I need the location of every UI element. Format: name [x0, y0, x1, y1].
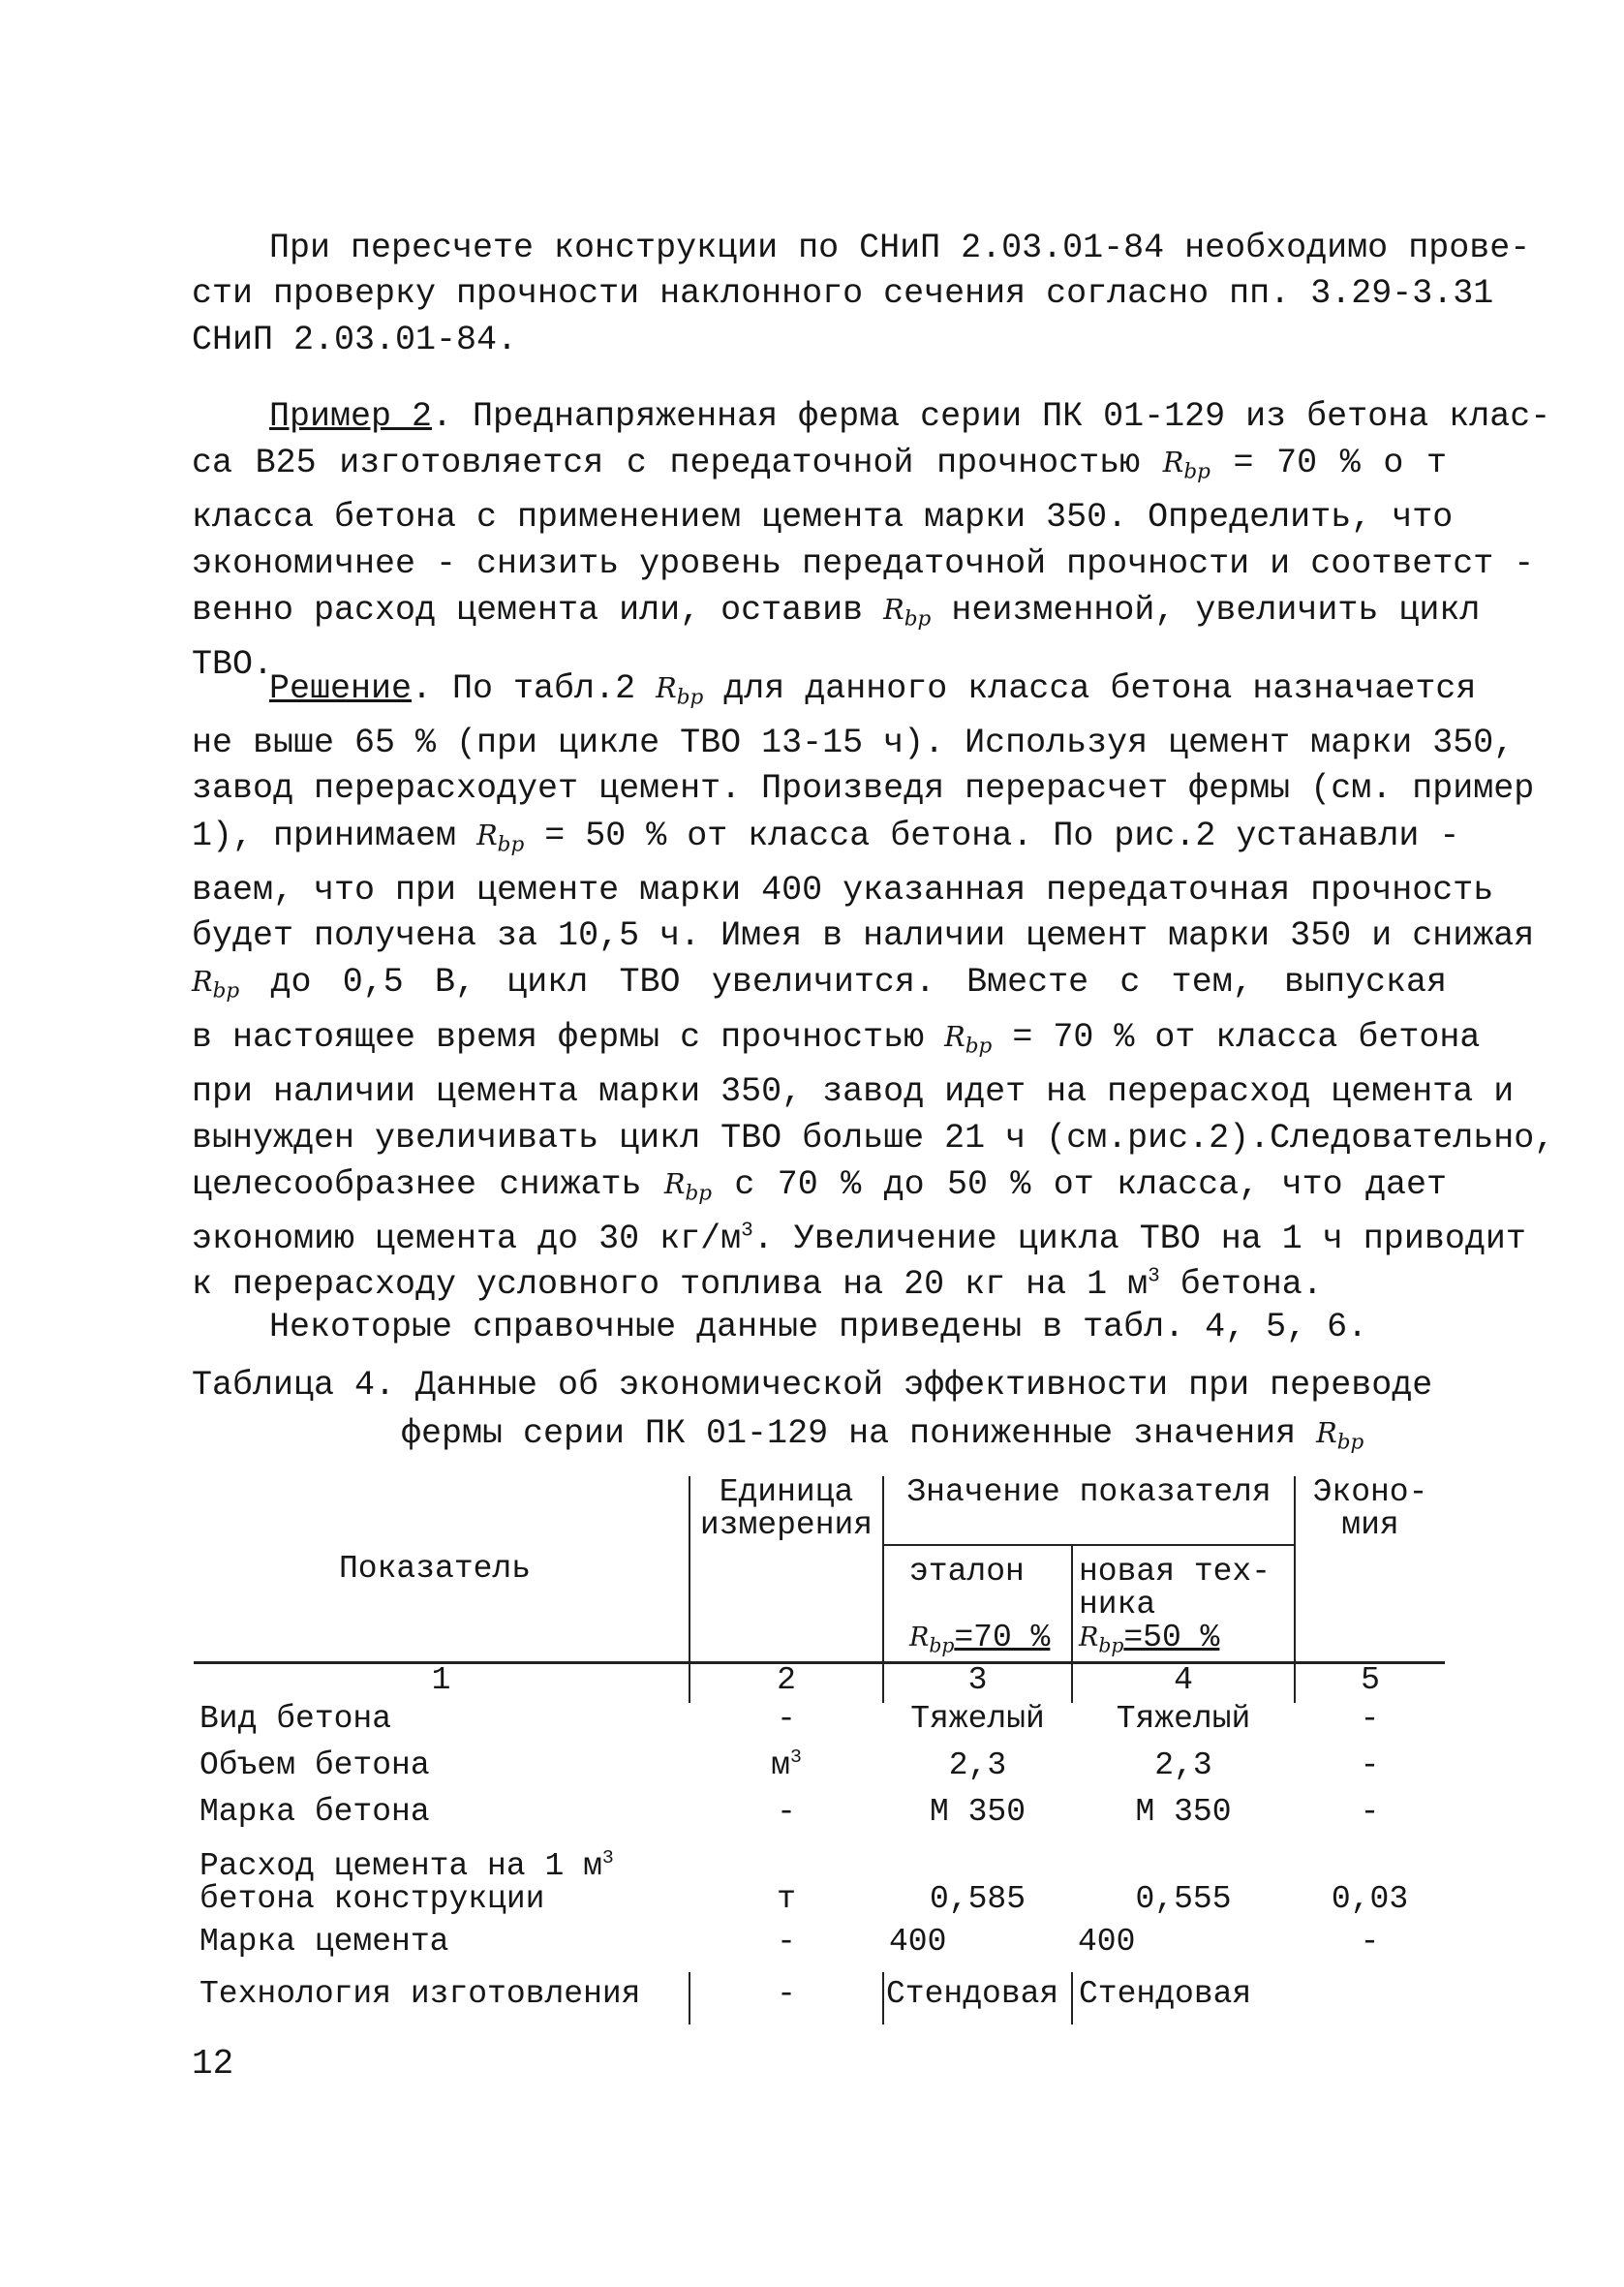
header-value: Значение показателя [883, 1476, 1295, 1545]
text-line: Решение. По табл.2 $R_{bp}$ для данного класса бетона назначается [269, 669, 1477, 710]
text-line: экономичнее - снизить уровень передаточной прочности и соответст - [192, 543, 1535, 583]
text-line: завод перерасходует цемент. Произведя перерасчет фермы (см. пример [192, 769, 1535, 809]
text-line: не выше 65 % (при цикле ТВО 13-15 ч). Используя цемент марки 350, [192, 724, 1515, 763]
table-row: Вид бетона - Тяжелый Тяжелый - [199, 1701, 1380, 1738]
column-number: 1 [431, 1662, 451, 1699]
text-line: к перерасходу условного топлива на 20 кг на 1 $м^3$ бетона. [192, 1265, 1323, 1305]
text-line: Пример 2. Преднапряженная ферма серии ПК 01-129 из бетона клас- [269, 397, 1551, 436]
economic-efficiency-table [194, 1476, 1445, 2024]
table-row: Расход цемента на 1 $м^3$ бетона конструкции т 0,585 0,555 0,03 [199, 1847, 1409, 1918]
text-line: при наличии цемента марки 350, завод идет на перерасход цемента и [192, 1072, 1515, 1112]
header-unit: Единица измерения [689, 1476, 883, 1663]
text-line: ваем, что при цементе марки 400 указанная передаточная прочность [192, 870, 1494, 910]
paragraph-solution [192, 665, 1555, 1309]
text-line: целесообразнее снижать $R_{bp}$ с 70 % до 50 % от класса, что дает [192, 1164, 1447, 1206]
rbp-symbol: $R_{bp}$ [909, 1623, 955, 1657]
header-economy: Эконо- мия [1295, 1476, 1445, 1663]
text-line: сти проверку прочности наклонного сечения согласно пп. 3.29-3.31 [192, 274, 1494, 314]
text-line: экономию цемента до 30 $кг/м^3$. Увеличение цикла ТВО на 1 ч приводит [192, 1219, 1526, 1258]
rbp-symbol: $R_{bp}$ [656, 671, 704, 710]
table-row: Марка цемента - 400 400 - [199, 1924, 1380, 1961]
column-number: 4 [1072, 1663, 1295, 1704]
text-line: СНиП 2.03.01-84. [192, 320, 518, 359]
rbp-symbol: $R_{bp}$ [1316, 1416, 1364, 1455]
text-line: в настоящее время фермы с прочностью $R_{bp} = 70$ % от класса бетона [192, 1018, 1481, 1060]
table-row: Объем бетона $м^3$ 2,3 2,3 - [199, 1746, 1380, 1784]
paragraph-1 [192, 226, 1531, 363]
text-line: класса бетона с применением цемента марки 350. Определить, что [192, 498, 1454, 538]
column-number: 5 [1295, 1663, 1445, 1704]
header-etalon: эталон $R_{bp}=70$ % [883, 1545, 1072, 1663]
table-row: Технология изготовления - Стендовая Стендовая [194, 1972, 1445, 2024]
text-line: $R_{bp}$ до 0,5 В, цикл ТВО увеличится. Вместе с тем, выпуская [192, 963, 1447, 1004]
rbp-symbol: $R_{bp}$ [663, 1166, 713, 1206]
text-line: са В25 изготовляется с передаточной прочностью $R_{bp} = 70$ % о т [192, 444, 1447, 485]
column-number: 3 [883, 1663, 1072, 1704]
table-row: Марка бетона - М 350 М 350 - [199, 1794, 1380, 1831]
text-line: вынужден увеличивать цикл ТВО больше 21 ч (см.рис.2).Следовательно, [192, 1118, 1555, 1158]
table-caption-line-1: Таблица 4. Данные об экономической эффективности при переводе [192, 1366, 1433, 1405]
rbp-symbol: $R_{bp}$ [1079, 1623, 1124, 1657]
solution-label: Решение [269, 669, 413, 708]
text-line: будет получена за 10,5 ч. Имея в наличии цемент марки 350 и снижая [192, 915, 1535, 955]
rbp-symbol: $R_{bp}$ [1162, 446, 1210, 485]
text-line: ТВО. [192, 644, 274, 684]
text-line: При пересчете конструкции по СНиП 2.03.01-84 необходимо прове- [269, 229, 1531, 267]
header-indicator: Показатель [194, 1476, 689, 1663]
rbp-symbol: $R_{bp}$ [944, 1020, 993, 1060]
rbp-symbol: $R_{bp}$ [476, 818, 525, 857]
text-line: венно расход цемента или, оставив $R_{bp}$ неизменной, увеличить цикл [192, 590, 1481, 632]
example-label: Пример 2 [269, 397, 433, 436]
rbp-symbol: $R_{bp}$ [883, 592, 932, 632]
rbp-symbol: $R_{bp}$ [192, 965, 240, 1004]
reference-note: Некоторые справочные данные приведены в табл. 4, 5, 6. [269, 1308, 1368, 1346]
text-line: 1), принимаем $R_{bp} = 50$ % от класса бетона. По рис.2 устанавли - [192, 816, 1460, 857]
paragraph-example-2 [192, 394, 1551, 688]
header-new-technique: новая тех- ника $R_{bp}=50$ % [1072, 1545, 1295, 1663]
page-number: 12 [192, 2044, 234, 2084]
column-number: 2 [689, 1663, 883, 1704]
table-caption-line-2: фермы серии ПК 01-129 на пониженные значения $R_{bp}$ [401, 1414, 1364, 1455]
